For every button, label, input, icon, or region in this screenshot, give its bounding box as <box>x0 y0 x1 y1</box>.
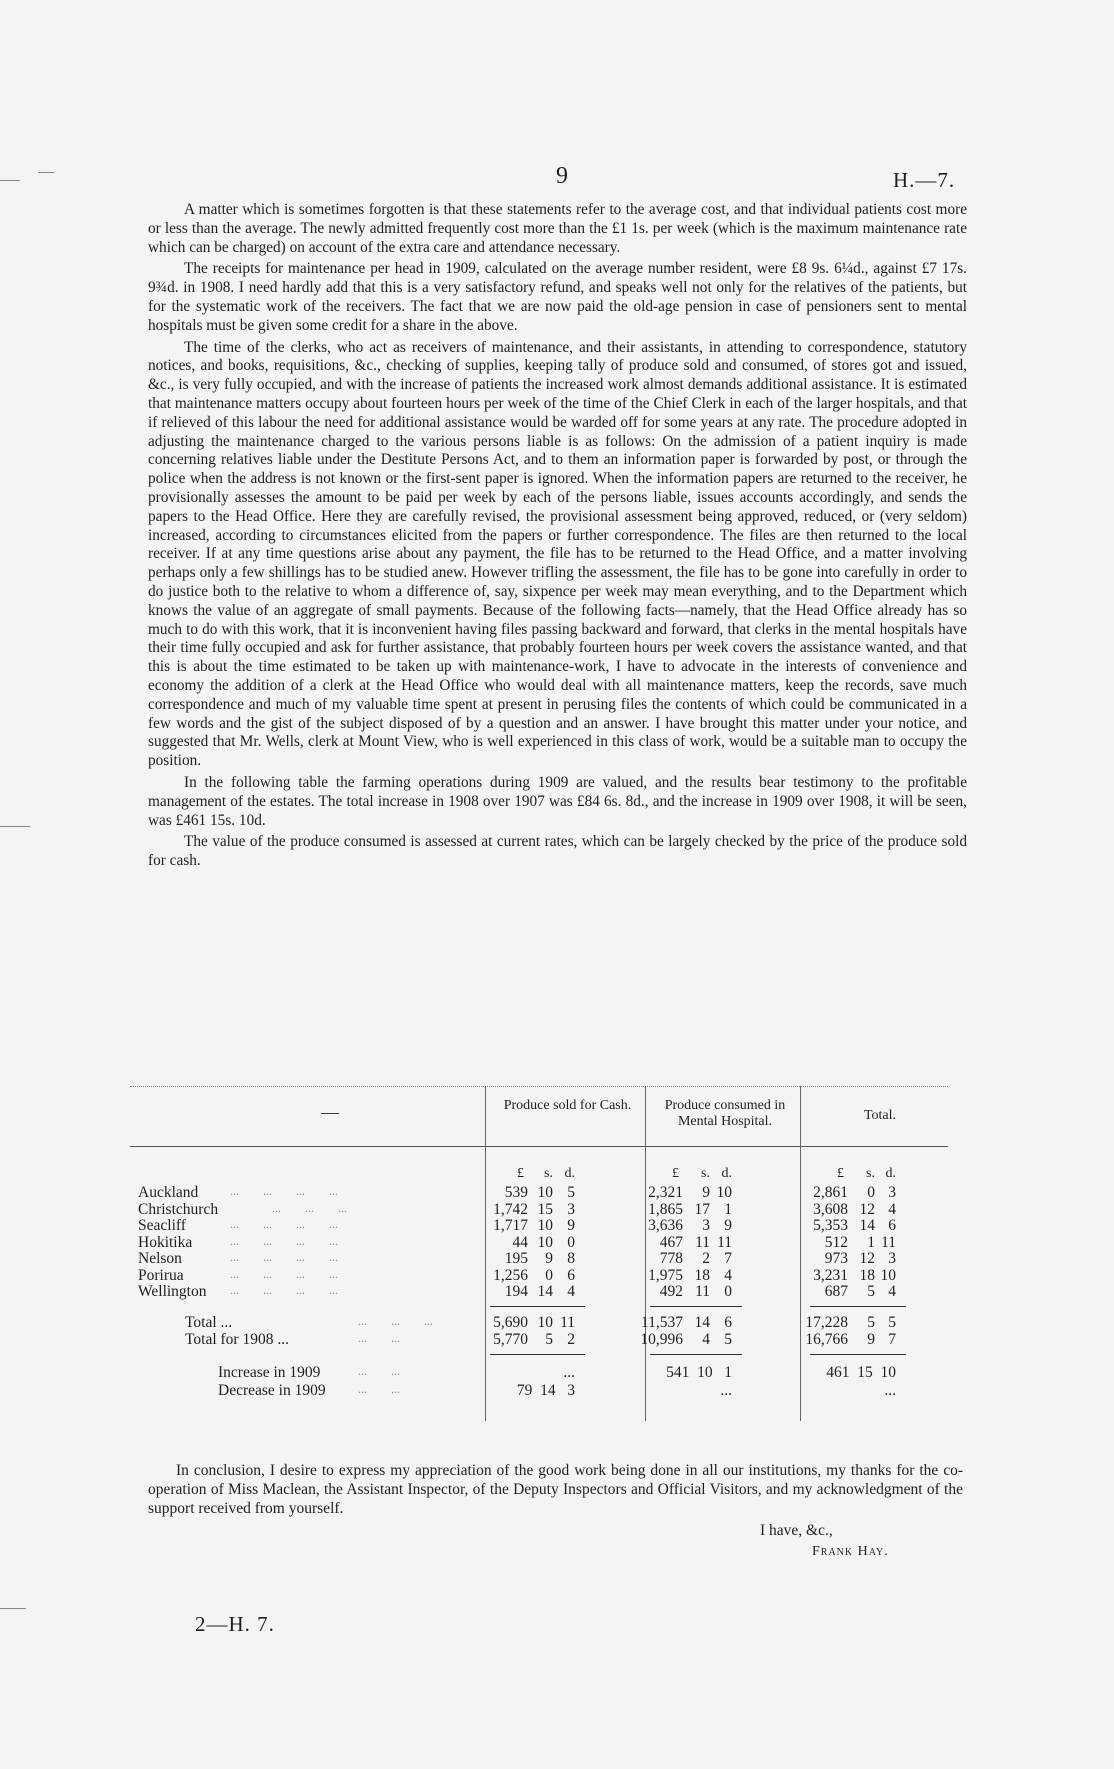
consumed-pence: 0 <box>724 1283 732 1300</box>
closing-paragraph: In conclusion, I desire to express my appreciation of the good work being done in all our institutions, my thanks for the co-operation of Miss Maclean, the Assistant Inspector, of the Deputy Inspectors and Official Visitors, and my acknowledgment of the support received from yourself. <box>148 1462 963 1517</box>
paragraph: The receipts for maintenance per head in 1909, calculated on the average number resident, were £8 9s. 6¼d., against £7 17s. 9¾d. in 1908. I need hardly add that this is a very satisfactory refund, and speaks well not only for the relatives of the patients, but for the systematic work of the receivers. The fact that we are now paid the old-age pension in case of pensioners sent to mental hospitals must be given some credit for a share in the above. <box>148 260 967 334</box>
paragraph: The time of the clerks, who act as receivers of maintenance, and their assistants, in attending to correspondence, statutory notices, and books, requisitions, &c., checking of supplies, keeping tally of produce sold and consumed, of stores got and issued, &c., is very fully occupied, and with the increase of patients the increased work almost demands additional assistance. It is estimated that maintenance matters occupy about fourteen hours per week of the time of the Chief Clerk in each of the larger hospitals, and that if relieved of this labour the need for additional assistance would be warded off for some years at any rate. The procedure adopted in adjusting the maintenance charged to the various persons liable is as follows: On the admission of a patient inquiry is made concerning relatives liable under the Destitute Persons Act, and to them an information paper is forwarded by post, or through the police when the address is not known or the first-sent paper is ignored. When the information papers are returned to the receiver, he provisionally assesses the amount to be paid per week by each of the persons liable, issues accounts accordingly, and sends the papers to the Head Office. Here they are carefully revised, the provisional assessment being approved, reduced, or (very seldom) increased, according to circumstances elicited from the papers or further correspondence. The files are then returned to the local receiver. If at any time questions arise about any payment, the file has to be returned to the Head Office, and a matter involving perhaps only a few shillings has to be studied anew. However trifling the assessment, the file has to be gone into carefully in order to do justice both to the relative to whom a difference of, say, sixpence per week may mean everything, and to the Department which knows the value of an aggregate of small payments. Because of the following facts—namely, that the Head Office already has so much to do with this work, that it is inconvenient having files passing backward and forward, that clerks in the mental hospitals have their time fully occupied and ask for further assistance, that probably fourteen hours per week covers the assistance wanted, and that this is about the time estimated to be taken up with maintenance-work, I have to advocate in the interests of convenience and economy the addition of a clerk at the Head Office who would deal with all maintenance matters, keep the records, save much correspondence and much of my valuable time spent at present in perusing files the contents of which could be communicated in a few words and the gist of the subject disposed of by a question and an answer. I have brought this matter under your notice, and suggested that Mr. Wells, clerk at Mount View, who is well experienced in this class of work, would be a suitable man to occupy the position. <box>148 338 967 770</box>
sold-pounds: 1,717 <box>493 1217 528 1234</box>
total-pence: 6 <box>888 1217 896 1234</box>
unit-shillings: s. <box>866 1166 875 1181</box>
sold-shillings: 5 <box>545 1330 553 1348</box>
sold-pence: 3 <box>567 1200 575 1218</box>
leader-dots: ... ... ... ... <box>230 1233 338 1248</box>
total-pence: 11 <box>881 1233 896 1251</box>
closing-text <box>148 1461 963 1518</box>
leader-dots: ... ... <box>358 1363 400 1378</box>
sold-shillings: 10 <box>537 1217 553 1234</box>
unit-shillings: s. <box>701 1166 710 1181</box>
sold-pence: 11 <box>560 1313 575 1331</box>
sold-pence: 4 <box>567 1283 575 1300</box>
consumed-pence: 6 <box>724 1313 732 1331</box>
sold-shillings: 10 <box>537 1313 553 1331</box>
scan-mark <box>0 180 20 181</box>
total-shillings: 9 <box>867 1330 875 1348</box>
consumed-shillings: 9 <box>702 1184 710 1201</box>
total-label: Total ... <box>185 1313 233 1331</box>
unit-shillings: s. <box>544 1166 553 1181</box>
consumed-pounds: 3,636 <box>648 1217 683 1234</box>
total-pounds: 687 <box>824 1283 848 1300</box>
row-label: Auckland <box>138 1184 199 1201</box>
sold-shillings: 0 <box>545 1266 553 1284</box>
consumed-pence: 1 <box>724 1200 732 1218</box>
total-pounds: 512 <box>824 1233 848 1251</box>
sold-pounds: 1,256 <box>493 1266 528 1284</box>
leader-dots: ... ... ... ... <box>230 1184 338 1198</box>
sold-shillings: 9 <box>545 1250 553 1267</box>
paragraph: The value of the produce consumed is assessed at current rates, which can be largely checked by the price of the produce sold for cash. <box>148 833 967 870</box>
leader-dots: ... ... <box>358 1330 400 1345</box>
total-pence: 3 <box>888 1184 896 1201</box>
total-pounds: 16,766 <box>805 1330 848 1348</box>
consumed-shillings: 3 <box>702 1217 710 1234</box>
scan-mark <box>0 826 30 827</box>
unit-pence: d. <box>885 1166 896 1181</box>
scan-mark <box>0 1608 26 1609</box>
sold-pounds: 539 <box>504 1184 528 1201</box>
total-shillings: 5 <box>867 1313 875 1331</box>
total-label: Total for 1908 ... <box>185 1330 289 1348</box>
total-pence: 5 <box>888 1313 896 1331</box>
consumed-pence: 11 <box>717 1233 732 1251</box>
sold-pounds: 44 <box>512 1233 528 1251</box>
consumed-pence: 9 <box>724 1217 732 1234</box>
change-label: Increase in 1909 <box>218 1363 321 1381</box>
total-shillings: 1 <box>867 1233 875 1251</box>
sold-pence: 2 <box>567 1330 575 1348</box>
total-pounds: 2,861 <box>813 1184 848 1201</box>
column-header-consumed: Produce consumed in Mental Hospital. <box>664 1098 786 1129</box>
total-pounds: 17,228 <box>805 1313 848 1331</box>
row-label: Nelson <box>138 1250 182 1267</box>
paragraph: A matter which is sometimes forgotten is that these statements refer to the average cost, and that individual patients cost more or less than the average. The newly admitted frequently cost more than the £1 1s. per week (which is the maximum maintenance rate which can be charged) on account of the extra care and attendance necessary. <box>148 201 967 256</box>
consumed-shillings: 17 <box>694 1200 710 1218</box>
body-text <box>148 201 967 874</box>
total-pence: 4 <box>888 1200 896 1218</box>
stub-header: — <box>321 1102 339 1122</box>
total-shillings: 14 <box>859 1217 875 1234</box>
consumed-shillings: 2 <box>702 1250 710 1267</box>
total-pounds: 973 <box>824 1250 848 1267</box>
row-label: Wellington <box>138 1283 207 1300</box>
page-number: 9 <box>556 163 568 189</box>
leader-dots: ... ... ... ... <box>230 1283 338 1297</box>
sum-rule <box>650 1354 742 1355</box>
row-label: Seacliff <box>138 1217 186 1234</box>
total-change: ... <box>884 1381 896 1399</box>
signature: Frank Hay. <box>812 1544 889 1559</box>
total-pounds: 3,608 <box>813 1200 848 1218</box>
unit-pounds: £ <box>672 1166 679 1181</box>
consumed-pence: 10 <box>716 1184 732 1201</box>
sold-change: ... <box>563 1363 575 1381</box>
consumed-shillings: 11 <box>695 1283 710 1300</box>
sold-change: 79 14 3 <box>516 1381 575 1399</box>
leader-dots: ... ... ... <box>358 1313 433 1328</box>
sum-rule <box>650 1306 742 1307</box>
row-label: Hokitika <box>138 1233 193 1251</box>
sold-pence: 0 <box>567 1233 575 1251</box>
total-pence: 3 <box>888 1250 896 1267</box>
consumed-pence: 4 <box>724 1266 732 1284</box>
table-header-rule <box>130 1146 948 1147</box>
total-pence: 10 <box>880 1266 896 1284</box>
sold-shillings: 14 <box>537 1283 553 1300</box>
column-divider <box>645 1086 646 1421</box>
consumed-shillings: 11 <box>695 1233 710 1251</box>
consumed-pence: 7 <box>724 1250 732 1267</box>
column-header-sold: Produce sold for Cash. <box>503 1098 632 1113</box>
farm-produce-table <box>130 1086 948 1431</box>
sold-pounds: 5,770 <box>493 1330 528 1348</box>
sold-shillings: 10 <box>537 1184 553 1201</box>
total-shillings: 5 <box>867 1283 875 1300</box>
total-shillings: 0 <box>867 1184 875 1201</box>
leader-dots: ... ... ... ... <box>230 1250 338 1264</box>
sold-shillings: 10 <box>537 1233 553 1251</box>
sum-rule <box>810 1354 906 1355</box>
sum-rule <box>490 1306 585 1307</box>
paragraph: In the following table the farming operations during 1909 are valued, and the results bear testimony to the profitable management of the estates. The total increase in 1908 over 1907 was £84 6s. 8d., and the increase in 1909 over 1908, it will be seen, was £461 15s. 10d. <box>148 773 967 829</box>
sold-shillings: 15 <box>537 1200 553 1218</box>
total-shillings: 18 <box>859 1266 875 1284</box>
unit-pounds: £ <box>517 1166 524 1181</box>
consumed-pounds: 10,996 <box>640 1330 683 1348</box>
table-top-rule <box>130 1086 948 1087</box>
sum-rule <box>810 1306 906 1307</box>
sum-rule <box>490 1354 585 1355</box>
leader-dots: ... ... <box>358 1381 400 1396</box>
consumed-pence: 5 <box>724 1330 732 1348</box>
consumed-pounds: 492 <box>659 1283 683 1300</box>
total-shillings: 12 <box>859 1250 875 1267</box>
total-pence: 4 <box>888 1283 896 1300</box>
row-label: Porirua <box>138 1266 184 1284</box>
sold-pounds: 195 <box>504 1250 528 1267</box>
column-divider <box>485 1086 486 1421</box>
scan-mark <box>38 172 54 173</box>
sold-pence: 9 <box>567 1217 575 1234</box>
consumed-pounds: 2,321 <box>648 1184 683 1201</box>
consumed-shillings: 18 <box>694 1266 710 1284</box>
row-label: Christchurch <box>138 1200 219 1218</box>
total-pounds: 5,353 <box>813 1217 848 1234</box>
sold-pounds: 5,690 <box>493 1313 528 1331</box>
unit-pounds: £ <box>837 1166 844 1181</box>
sold-pence: 8 <box>567 1250 575 1267</box>
consumed-pounds: 467 <box>659 1233 683 1251</box>
sold-pounds: 1,742 <box>493 1200 528 1218</box>
leader-dots: ... ... ... ... <box>230 1217 338 1231</box>
total-pence: 7 <box>888 1330 896 1348</box>
total-shillings: 12 <box>859 1200 875 1218</box>
consumed-change: 541 10 1 <box>666 1363 732 1381</box>
consumed-pounds: 11,537 <box>640 1313 683 1331</box>
consumed-shillings: 4 <box>702 1330 710 1348</box>
column-header-total: Total. <box>863 1108 897 1123</box>
total-pounds: 3,231 <box>813 1266 848 1284</box>
footer-code: 2—H. 7. <box>195 1612 275 1636</box>
unit-pence: d. <box>564 1166 575 1181</box>
leader-dots: ... ... ... <box>248 1200 347 1215</box>
consumed-pounds: 1,865 <box>648 1200 683 1218</box>
leader-dots: ... ... ... ... <box>230 1266 338 1281</box>
sold-pence: 6 <box>567 1266 575 1284</box>
unit-pence: d. <box>721 1166 732 1181</box>
consumed-change: ... <box>720 1381 732 1399</box>
total-change: 461 15 10 <box>826 1363 896 1381</box>
consumed-pounds: 778 <box>659 1250 683 1267</box>
signoff: I have, &c., <box>760 1522 833 1539</box>
sold-pounds: 194 <box>504 1283 528 1300</box>
consumed-pounds: 1,975 <box>648 1266 683 1284</box>
change-label: Decrease in 1909 <box>218 1381 326 1399</box>
sold-pence: 5 <box>567 1184 575 1201</box>
consumed-shillings: 14 <box>694 1313 710 1331</box>
column-divider <box>800 1086 801 1421</box>
document-code: H.—7. <box>893 168 956 192</box>
